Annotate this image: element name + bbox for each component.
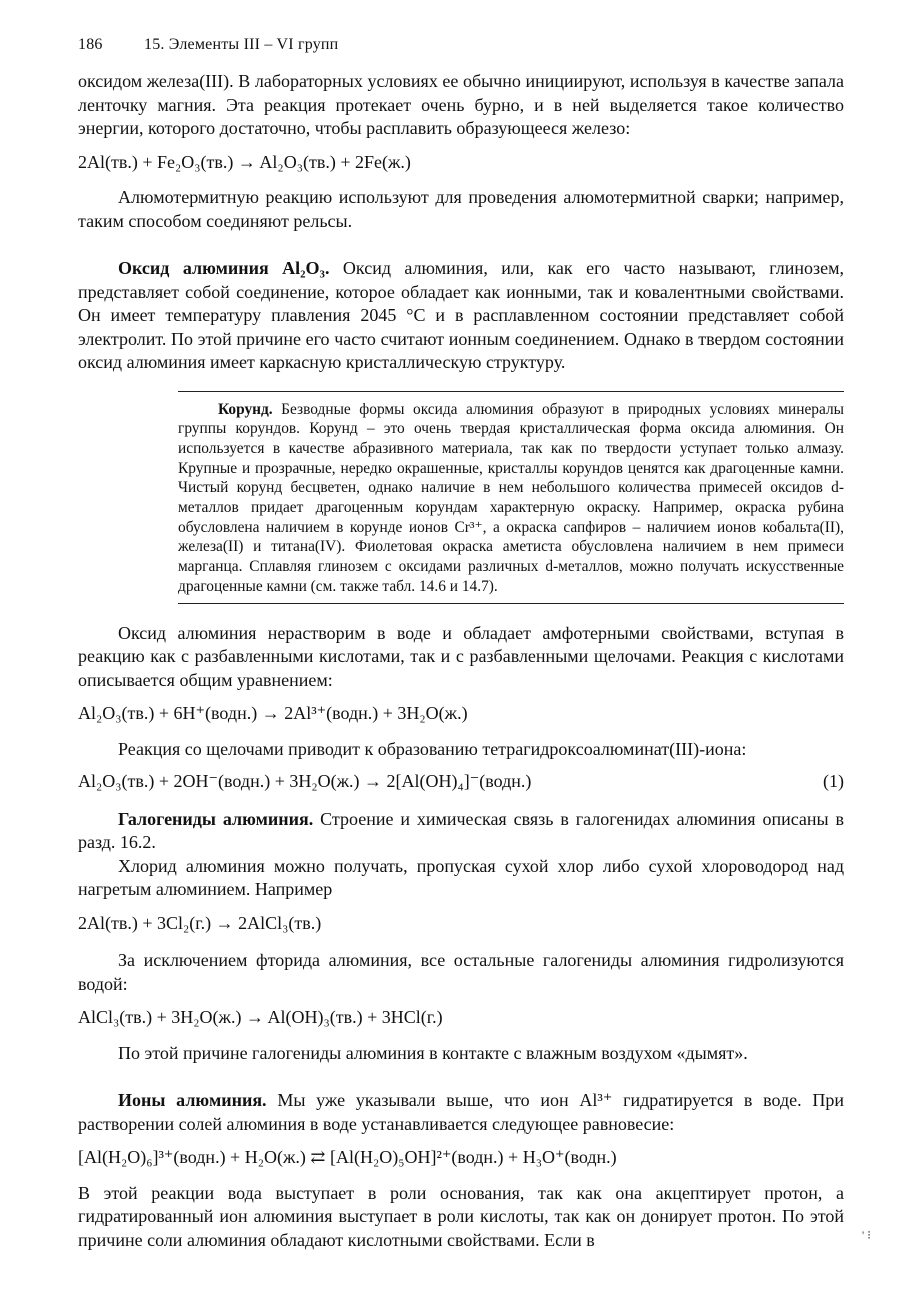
section-heading-ions: Ионы алюминия.	[118, 1090, 267, 1111]
section-text-halides: Строение и химическая связь в галогенидах алюминия описаны в разд. 16.2.	[78, 808, 845, 853]
section-text-ions: Мы уже указывали выше, что ион Al³⁺ гидратируется в воде. При растворении солей алюминия в воде устанавливается следующее равновесие:	[78, 1090, 845, 1134]
paragraph-amphoteric: Оксид алюминия нерастворим в воде и обладает амфотерными свойствами, вступая в реакцию как с разбавленными кислотами, так и с разбавленными щелочами. Реакция с кислотами описывается общим уравнением:	[78, 622, 844, 690]
margin-marks: ' ⁝	[862, 1228, 871, 1242]
section-aluminium-halides	[78, 808, 844, 855]
main-text	[78, 70, 844, 1252]
corundum-text: Безводные формы оксида алюминия образуют в природных условиях минералы группы корундов. Корунд – это очень твердая кристаллическая форма оксида алюминия. Он используется в качестве абразивного материала, так как по твердости уступает только алмазу. Крупные и прозрачные, нередко окрашенные, кристаллы корундов ценятся как драгоценные камни. Чистый корунд бесцветен, однако наличие в нем небольшого количества примесей оксидов d-металлов придает драгоценным корундам характерную окраску. Например, окраска рубина обусловлена наличием в корунде ионов Cr³⁺, а окраска сапфиров – наличием ионов кобальта(II), железа(II) и титана(IV). Фиолетовая окраска аметиста обусловлена наличием в нем примеси марганца. Сплавляя глинозем с оксидами различных d-металлов, можно получать искусственные драгоценные камни (см. также табл. 14.6 и 14.7).	[178, 400, 844, 595]
paragraph-alkali: Реакция со щелочами приводит к образованию тетрагидроксоалюминат(III)-иона:	[118, 738, 747, 759]
paragraph-chloride-preparation: Хлорид алюминия можно получать, пропуская сухой хлор либо сухой хлороводород над нагретым алюминием. Например	[78, 855, 844, 900]
section-heading-oxide: Оксид алюминия Al₂O₃.	[118, 258, 330, 278]
equation-acid: Al₂O₃(тв.) + 6H⁺(водн.) → 2Al³⁺(водн.) + 3H₂O(ж.)	[78, 703, 468, 724]
equation-hydrolysis: AlCl₃(тв.) + 3H₂O(ж.) → Al(OH)₃(тв.) + 3HCl(г.)	[78, 1007, 443, 1028]
equation-equilibrium: [Al(H₂O)₆]³⁺(водн.) + H₂O(ж.) ⇄ [Al(H₂O)₅OH]²⁺(водн.) + H₃O⁺(водн.)	[78, 1147, 617, 1168]
paragraph-thermite-welding: Алюмотермитную реакцию используют для проведения алюмотермитной сварки; например, таким способом соединяют рельсы.	[78, 187, 844, 231]
section-aluminium-ions	[78, 1089, 844, 1136]
section-text-oxide: Оксид алюминия, или, как его часто называют, глинозем, представляет собой соединение, которое обладает как ионными, так и ковалентными свойствами. Он имеет температуру плавления 2045 °С и в расплавленном состоянии представляет собой электролит. По этой причине его часто считают ионным соединением. Однако в твердом состоянии оксид алюминия имеет каркасную кристаллическую структуру.	[78, 258, 845, 372]
chapter-title: 15. Элементы III – VI групп	[144, 36, 339, 53]
running-header	[78, 36, 338, 54]
paragraph-hydrolysis: За исключением фторида алюминия, все остальные галогениды алюминия гидролизуются водой:	[78, 950, 844, 994]
paragraph-thermite-continued: оксидом железа(III). В лабораторных условиях ее обычно инициируют, используя в качестве запала ленточку магния. Эта реакция протекает очень бурно, и в ней выделяется такое количество энергии, которого достаточно, чтобы расплавить образующееся железо:	[78, 71, 844, 138]
section-heading-halides: Галогениды алюминия.	[118, 808, 314, 829]
equation-chloride: 2Al(тв.) + 3Cl₂(г.) → 2AlCl₃(тв.)	[78, 912, 322, 933]
equation-alkali: Al₂O₃(тв.) + 2OH⁻(водн.) + 3H₂O(ж.) → 2[Al(OH)₄]⁻(водн.)	[78, 771, 532, 792]
equation-thermite: 2Al(тв.) + Fe₂O₃(тв.) → Al₂O₃(тв.) + 2Fe(ж.)	[78, 151, 411, 172]
corundum-heading: Корунд.	[218, 400, 273, 418]
equation-alkali-row	[78, 770, 844, 794]
equation-number: (1)	[823, 771, 844, 792]
paragraph-acidic-salts: В этой реакции вода выступает в роли основания, так как она акцептирует протон, а гидратированный ион алюминия выступает в роли кислоты, так как он донирует протон. По этой причине соли алюминия обладают кислотными свойствами. Если в	[78, 1182, 844, 1250]
corundum-note	[178, 400, 844, 597]
page-number: 186	[78, 36, 103, 53]
corundum-note-box	[178, 391, 844, 604]
paragraph-fuming: По этой причине галогениды алюминия в контакте с влажным воздухом «дымят».	[118, 1042, 748, 1063]
section-aluminium-oxide	[78, 257, 844, 375]
